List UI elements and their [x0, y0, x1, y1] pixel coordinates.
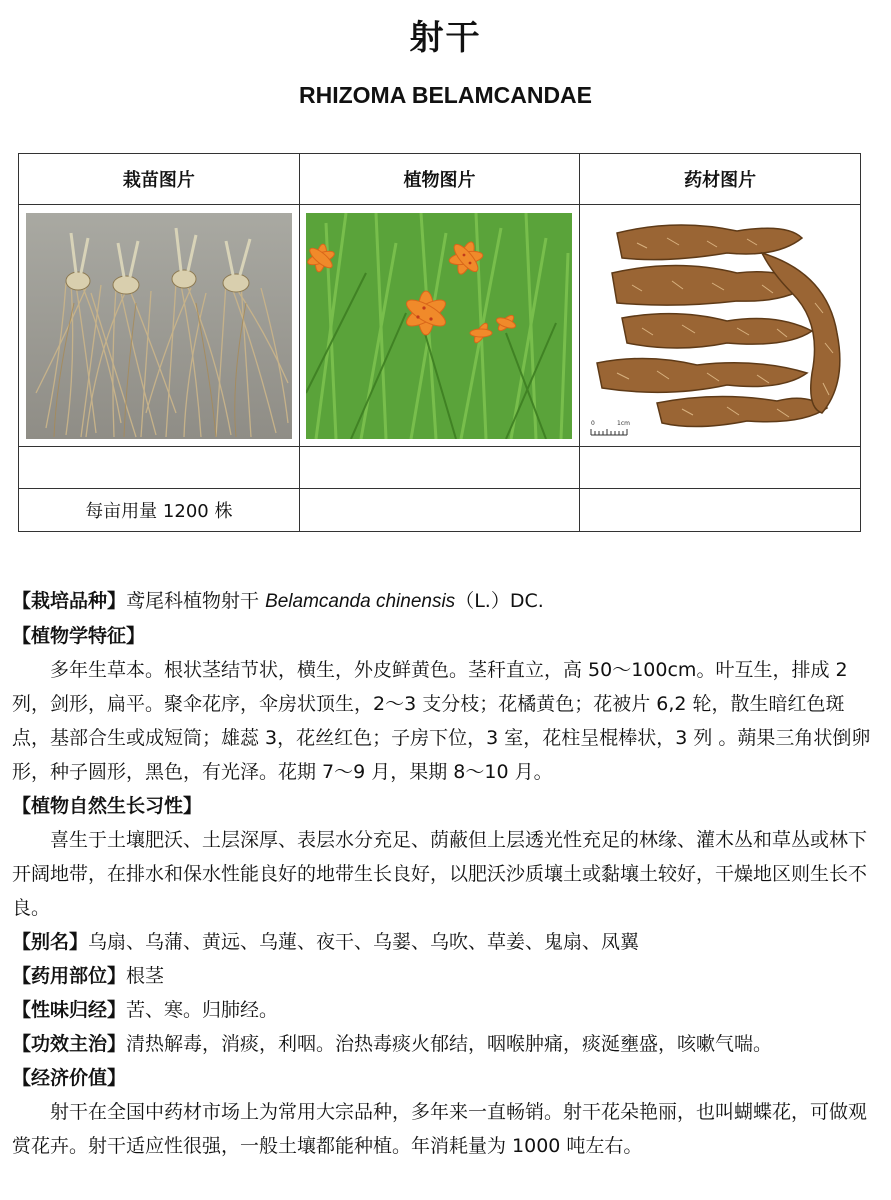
description-body: [12, 584, 880, 1163]
svg-text:0: 0: [591, 419, 595, 427]
picture-table: [18, 153, 861, 532]
latin-name-heading: RHIZOMA BELAMCANDAE: [298, 82, 592, 108]
nature-line: [12, 993, 880, 1027]
scale-label: 1cm: [617, 419, 631, 427]
part-text: 根茎: [126, 965, 165, 987]
plant-photo-cell: [299, 205, 580, 447]
herb-photo-cell: [580, 205, 861, 447]
botany-text: 多年生草本。根状茎结节状，横生，外皮鲜黄色。茎秆直立，高 50～100cm。叶互生，排成 2 列，剑形，扁平。聚伞花序，伞房状顶生，2～3 支分枝；花橘黄色；花被片 6,2 轮，散生暗红色斑点，基部合生或成短筒；雄蕊 3，花丝红色；子房下位，3 室，花柱呈棍棒状，3 列 。蒴果三角状倒卵形，种子圆形，黑色，有光泽。花期 7～9 月，果期 8～10 月。: [12, 659, 871, 783]
scientific-name: Belamcanda chinensis: [265, 591, 456, 612]
nature-text: 苦、寒。归肺经。: [126, 999, 279, 1021]
habit-text: 喜生于土壤肥沃、土层深厚、表层水分充足、荫蔽但上层透光性充足的林缘、灌木丛和草丛或林下开阔地带，在排水和保水性能良好的地带生长良好，以肥沃沙质壤土或黏壤土较好，干燥地区则生长不良。: [12, 829, 868, 919]
economy-text: 射干在全国中药材市场上为常用大宗品种，多年来一直畅销。射干花朵艳丽，也叫蝴蝶花，可做观赏花卉。射干适应性很强，一般土壤都能种植。年消耗量为 1000 吨左右。: [12, 1101, 868, 1157]
header-herb-photo: 药材图片: [580, 154, 861, 205]
seedling-roots-image: [26, 213, 292, 439]
alias-text: 乌扇、乌蒲、黄远、乌蓮、夜干、乌翣、乌吹、草姜、鬼扇、凤翼: [88, 931, 640, 953]
part-line: [12, 959, 880, 993]
header-plant-photo: 植物图片: [299, 154, 580, 205]
botany-label: 【植物学特征】: [12, 625, 146, 647]
part-label: 【药用部位】: [12, 965, 127, 987]
efficacy-label: 【功效主治】: [12, 1033, 127, 1055]
page-title: 射干: [409, 18, 482, 58]
seedling-photo-cell: [19, 205, 300, 447]
variety-line: 【栽培品种】鸢尾科植物射干 Belamcanda chinensis（L.）DC.: [12, 590, 544, 612]
efficacy-text: 清热解毒，消痰，利咽。治热毒痰火郁结，咽喉肿痛，痰涎壅盛，咳嗽气喘。: [126, 1033, 773, 1055]
header-seedling-photo: 栽苗图片: [19, 154, 300, 205]
alias-label: 【别名】: [12, 931, 89, 953]
alias-line: [12, 925, 880, 959]
economy-label: 【经济价值】: [12, 1067, 127, 1089]
blackberry-lily-flower-image: [306, 213, 572, 439]
nature-label: 【性味归经】: [12, 999, 127, 1021]
efficacy-line: [12, 1027, 880, 1061]
seedling-dosage-note: 每亩用量 1200 株: [19, 489, 300, 532]
dried-rhizome-image: [587, 213, 853, 439]
variety-label: 【栽培品种】: [12, 590, 127, 612]
habit-label: 【植物自然生长习性】: [12, 795, 203, 817]
